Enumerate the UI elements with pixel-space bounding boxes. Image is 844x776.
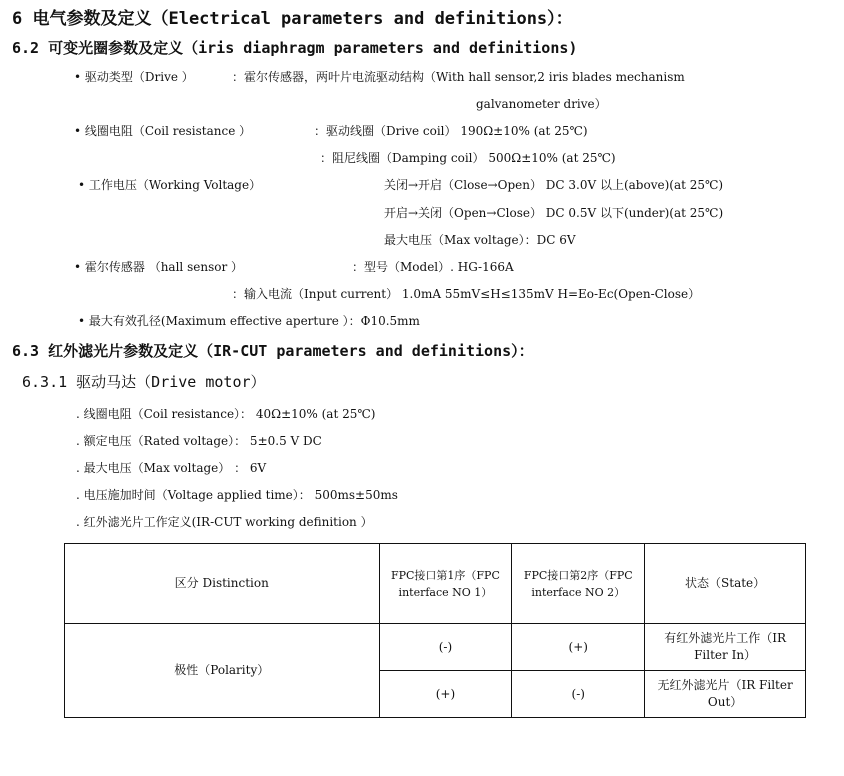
header-fpc-2: FPC接口第2序（FPC interface NO 2） [512,544,645,624]
hall-input-current: ：输入电流（Input current） 1.0mA 55mV≤H≤135mV H=Eo-Ec(Open-Close） [232,287,701,301]
drive-type-value: ：霍尔传感器，两叶片电流驱动结构（With hall sensor,2 iris blades mechanism [232,70,685,84]
row1-fpc-1: (-) [379,624,512,671]
motor-max-voltage: . 最大电压（Max voltage） ： 6V [76,461,267,475]
table-row [65,624,806,671]
motor-rated-voltage: . 额定电压（Rated voltage）： 5±0.5 V DC [76,434,322,448]
section-6-2-heading: 6.2 可变光圈参数及定义（iris diaphragm parameters and definitions) [12,39,578,57]
hall-sensor-model: ：型号（Model）. HG-166A [352,260,514,274]
section-6-heading: 6 电气参数及定义（Electrical parameters and definitions）： [12,9,573,29]
header-fpc-1: FPC接口第1序（FPC interface NO 1） [379,544,512,624]
polarity-cell: 极性（Polarity） [65,624,380,718]
section-6-3-heading: 6.3 红外滤光片参数及定义（IR-CUT parameters and definitions）： [12,342,534,360]
drive-type-label: • 驱动类型（Drive ） [74,70,194,84]
max-aperture: • 最大有效孔径(Maximum effective aperture ）：Φ10.5mm [78,314,420,328]
row2-state: 无红外滤光片（IR Filter Out） [645,671,806,718]
motor-voltage-applied-time: . 电压施加时间（Voltage applied time）： 500ms±50ms [76,488,398,502]
open-close-voltage: 开启→关闭（Open→Close） DC 0.5V 以下(under)(at 25℃) [384,206,724,220]
header-state: 状态（State） [645,544,806,624]
drive-coil-value: ：驱动线圈（Drive coil） 190Ω±10% (at 25℃) [314,124,588,138]
damping-coil-value: ：阻尼线圈（Damping coil） 500Ω±10% (at 25℃) [320,151,616,165]
motor-coil-resistance: . 线圈电阻（Coil resistance）： 40Ω±10% (at 25℃) [76,407,376,421]
ircut-definition-table [64,543,806,718]
row1-fpc-2: (+) [512,624,645,671]
header-distinction: 区分 Distinction [65,544,380,624]
table-header-row [65,544,806,624]
row1-state: 有红外滤光片工作（IR Filter In） [645,624,806,671]
max-voltage: 最大电压（Max voltage）：DC 6V [384,233,576,247]
section-6-3-1-heading: 6.3.1 驱动马达（Drive motor） [22,373,266,391]
ircut-working-definition: . 红外滤光片工作定义(IR-CUT working definition ） [76,515,373,529]
drive-type-value-cont: galvanometer drive） [476,97,607,111]
row2-fpc-2: (-) [512,671,645,718]
hall-sensor-label: • 霍尔传感器 （hall sensor ） [74,260,244,274]
working-voltage-label: • 工作电压（Working Voltage） [78,178,262,192]
close-open-voltage: 关闭→开启（Close→Open） DC 3.0V 以上(above)(at 25℃) [384,178,724,192]
row2-fpc-1: (+) [379,671,512,718]
coil-resistance-label: • 线圈电阻（Coil resistance ） [74,124,252,138]
